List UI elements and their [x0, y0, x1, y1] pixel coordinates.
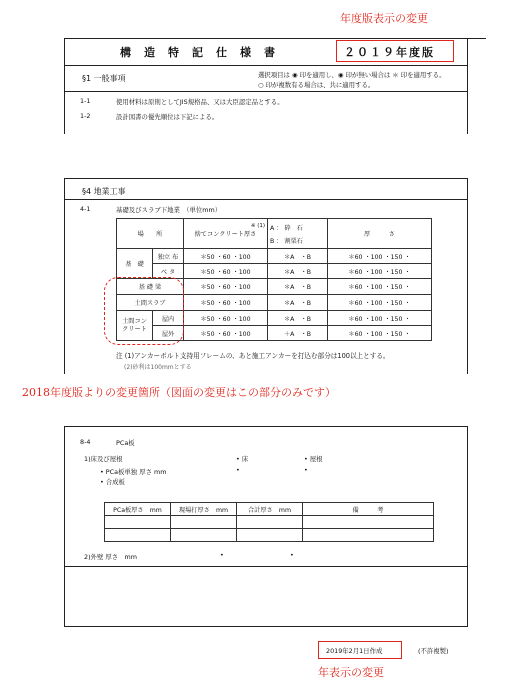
table-cell: ＊60 ・100 ・150 ・ [328, 264, 432, 279]
table-cell-line: クリート [122, 325, 147, 333]
table-cell: べ タ [153, 264, 184, 279]
table-cell: ＊50 ・60 ・100 [184, 279, 268, 295]
option-floor[interactable]: • 床 [236, 454, 248, 463]
table-cell: ＊60 ・100 ・150 ・ [328, 311, 432, 326]
table-cell: ＊60 ・100 ・150 ・ [328, 249, 432, 264]
item-title: 基礎及びスラブ下地業 （単位mm） [116, 206, 222, 214]
table-cell: ＊50 ・60 ・100 [184, 249, 268, 264]
change-cloud-marker [104, 277, 184, 345]
annotation-changed-part: 2018年度版よりの変更箇所（図面の変更はこの部分のみです） [22, 386, 336, 399]
option-roof[interactable]: • 屋根 [304, 454, 323, 463]
table-cell: ＊A ・B [268, 311, 328, 326]
table-cell: ＊60 ・100 ・150 ・ [328, 279, 432, 295]
table-cell: ＊50 ・60 ・100 [184, 264, 268, 279]
table-row [105, 516, 434, 529]
divider [468, 38, 486, 39]
item-title: PCa板 [116, 439, 135, 447]
document-title: 構 造 特 記 仕 様 書 [120, 46, 276, 59]
annotation-year-display-change: 年表示の変更 [318, 666, 384, 679]
table-header-gravel-a: A ： 砕 石 [270, 224, 303, 232]
wall-thickness-label: 2)外壁 厚さ mm [84, 553, 137, 561]
divider [64, 178, 468, 179]
section1-heading: §1 一般事項 [82, 74, 126, 83]
divider [64, 91, 468, 92]
table-cell: ＊A ・B [268, 249, 328, 264]
table-cell-line: 土間コン [122, 317, 147, 325]
table-cell: ＊A ・B [268, 264, 328, 279]
bullet: • [290, 551, 294, 559]
table-header-place: 場 所 [117, 219, 184, 249]
divider [64, 566, 468, 567]
bullet: • [220, 551, 224, 559]
table-cell: ＋A ・B [268, 326, 328, 341]
table-header-concrete-label: 捨てコンクリート厚さ [194, 231, 257, 238]
table-row [117, 249, 432, 264]
table-header-gravel-b: B ： 割栗石 [270, 237, 303, 245]
floor-roof-label: 1)床及び屋根 [84, 455, 123, 463]
table-header: 合計厚さ mm [237, 503, 303, 516]
section1-note: ○ 印が複数有る場合は、共に適用する。 [258, 81, 375, 89]
table-cell: 基 礎 梁 [117, 279, 184, 295]
section1-note: 選択項目は ◉ 印を適用し、◉ 印が無い場合は ＊ 印を適用する。 [258, 71, 446, 79]
item-number: 4-1 [80, 205, 91, 213]
option-composite[interactable]: • 合成板 [100, 477, 125, 486]
table-cell: 基 礎 [117, 249, 153, 279]
divider [64, 199, 468, 200]
table-header: PCa板厚さ mm [105, 503, 171, 516]
item-number: 1-2 [80, 112, 91, 120]
divider [64, 65, 468, 66]
table-cell: ＊60 ・100 ・150 ・ [328, 326, 432, 341]
created-date: 2019年2月1日作成 [326, 647, 383, 655]
bullet: • [304, 466, 308, 474]
edition-label: ２０１９年度版 [344, 46, 435, 59]
table-header-thickness: 厚 さ [328, 219, 432, 249]
table-cell: ＊A ・B [268, 279, 328, 295]
table-header-concrete [184, 219, 268, 249]
table-footnote-2: (2)砂利は100mmとする [124, 364, 192, 371]
table-cell: ＊50 ・60 ・100 [184, 311, 268, 326]
table-cell: ＊50 ・60 ・100 [184, 326, 268, 341]
table-cell: ＊60 ・100 ・150 ・ [328, 295, 432, 311]
table-cell: 土間スラブ [117, 295, 184, 311]
table-row [105, 529, 434, 542]
bullet: • [236, 466, 240, 474]
table-cell: 屋外 [153, 326, 184, 341]
table-header-note: ※ (1) [250, 223, 265, 229]
table-cell: 屋内 [153, 311, 184, 326]
annotation-edition-change: 年度版表示の変更 [340, 12, 428, 25]
table-footnote: 注 (1)アンカーボルト支持用フレームの、あと施工アンカーを打込む部分は100以上とする。 [116, 352, 390, 360]
no-copy-notice: (不許複製) [418, 647, 449, 655]
item-text: 設計図書の優先順位は下記による。 [116, 113, 219, 121]
table-header-gravel [268, 219, 328, 249]
divider [64, 426, 468, 427]
item-text: 使用材料は原則としてJIS規格品、又は大臣認定品とする。 [116, 98, 284, 106]
table-cell: ＊A ・B [268, 295, 328, 311]
section4-heading: §4 地業工事 [82, 187, 126, 196]
table-header: 備 考 [303, 503, 434, 516]
item-number: 8-4 [80, 438, 91, 446]
divider [64, 38, 468, 39]
table-cell: 独立 布 [153, 249, 184, 264]
table-header: 現場打厚さ mm [171, 503, 237, 516]
option-pca-single[interactable]: • PCa板単独 厚さ mm [100, 467, 166, 476]
item-number: 1-1 [80, 97, 91, 105]
divider [64, 626, 468, 627]
table-cell: ＊50 ・60 ・100 [184, 295, 268, 311]
pca-table [104, 502, 434, 542]
